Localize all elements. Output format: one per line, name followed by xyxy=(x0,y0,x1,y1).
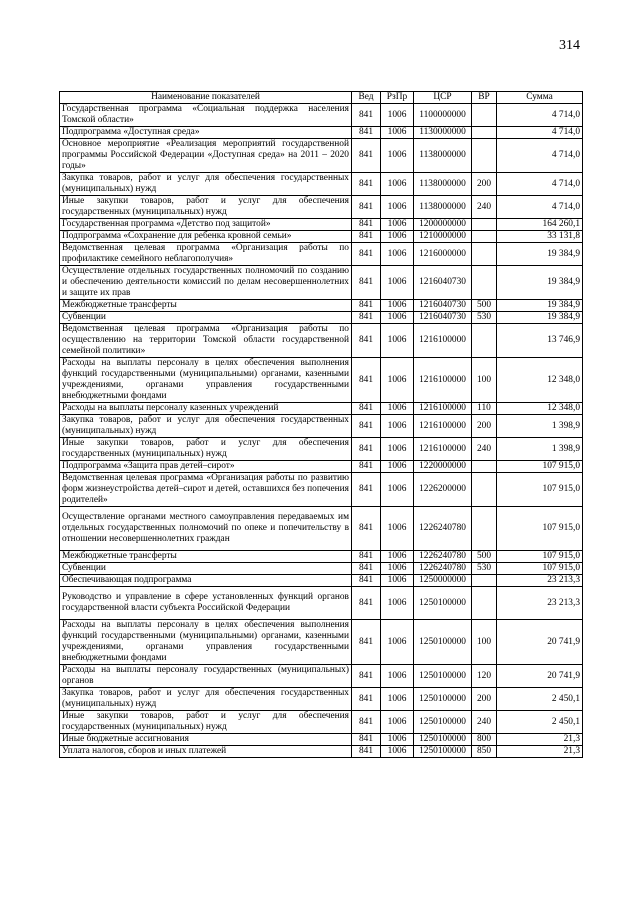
row-csr: 1100000000 xyxy=(414,104,472,127)
row-csr: 1216000000 xyxy=(414,243,472,266)
row-csr: 1138000000 xyxy=(414,173,472,196)
table-row xyxy=(60,551,583,563)
table-row xyxy=(60,358,583,403)
row-vr: 110 xyxy=(472,403,497,415)
row-ved: 841 xyxy=(352,551,381,563)
row-sum: 2 450,1 xyxy=(497,711,583,734)
row-rzpr: 1006 xyxy=(381,415,414,438)
row-name: Подпрограмма «Доступная среда» xyxy=(60,127,352,139)
row-rzpr: 1006 xyxy=(381,551,414,563)
row-csr: 1250100000 xyxy=(414,620,472,665)
table-row xyxy=(60,507,583,551)
row-csr: 1138000000 xyxy=(414,196,472,219)
table-row xyxy=(60,415,583,438)
row-sum: 4 714,0 xyxy=(497,196,583,219)
row-rzpr: 1006 xyxy=(381,473,414,507)
row-rzpr: 1006 xyxy=(381,243,414,266)
table-row xyxy=(60,734,583,746)
row-name: Уплата налогов, сборов и иных платежей xyxy=(60,746,352,758)
table-row xyxy=(60,312,583,324)
row-ved: 841 xyxy=(352,312,381,324)
row-ved: 841 xyxy=(352,507,381,551)
row-csr: 1216100000 xyxy=(414,358,472,403)
header-vr: ВР xyxy=(472,92,497,104)
row-rzpr: 1006 xyxy=(381,746,414,758)
row-ved: 841 xyxy=(352,266,381,300)
row-csr: 1216040730 xyxy=(414,300,472,312)
row-rzpr: 1006 xyxy=(381,711,414,734)
row-rzpr: 1006 xyxy=(381,461,414,473)
table-row xyxy=(60,403,583,415)
row-ved: 841 xyxy=(352,219,381,231)
row-name: Основное мероприятие «Реализация мероприятий государственной программы Российской Федерации «Доступная среда» на 2011 – 2020 годы» xyxy=(60,139,352,173)
row-vr xyxy=(472,507,497,551)
row-rzpr: 1006 xyxy=(381,403,414,415)
row-vr: 120 xyxy=(472,665,497,688)
row-ved: 841 xyxy=(352,461,381,473)
table-row xyxy=(60,688,583,711)
row-vr: 850 xyxy=(472,746,497,758)
row-ved: 841 xyxy=(352,403,381,415)
table-row xyxy=(60,219,583,231)
table-row xyxy=(60,266,583,300)
row-ved: 841 xyxy=(352,300,381,312)
row-name: Межбюджетные трансферты xyxy=(60,300,352,312)
row-rzpr: 1006 xyxy=(381,219,414,231)
row-sum: 19 384,9 xyxy=(497,312,583,324)
budget-table xyxy=(59,91,583,758)
row-name: Государственная программа «Социальная поддержка населения Томской области» xyxy=(60,104,352,127)
row-sum: 20 741,9 xyxy=(497,665,583,688)
row-rzpr: 1006 xyxy=(381,196,414,219)
row-csr: 1226240780 xyxy=(414,507,472,551)
row-ved: 841 xyxy=(352,688,381,711)
header-csr: ЦСР xyxy=(414,92,472,104)
row-rzpr: 1006 xyxy=(381,507,414,551)
header-name: Наименование показателей xyxy=(60,92,352,104)
row-rzpr: 1006 xyxy=(381,104,414,127)
row-vr: 200 xyxy=(472,173,497,196)
table-row xyxy=(60,196,583,219)
row-csr: 1216040730 xyxy=(414,312,472,324)
row-ved: 841 xyxy=(352,587,381,620)
row-ved: 841 xyxy=(352,231,381,243)
row-csr: 1250000000 xyxy=(414,575,472,587)
row-vr: 200 xyxy=(472,688,497,711)
row-rzpr: 1006 xyxy=(381,438,414,461)
row-rzpr: 1006 xyxy=(381,139,414,173)
table-row xyxy=(60,438,583,461)
row-csr: 1138000000 xyxy=(414,139,472,173)
table-row xyxy=(60,746,583,758)
row-ved: 841 xyxy=(352,196,381,219)
row-sum: 19 384,9 xyxy=(497,243,583,266)
row-rzpr: 1006 xyxy=(381,312,414,324)
row-vr xyxy=(472,219,497,231)
row-csr: 1200000000 xyxy=(414,219,472,231)
row-sum: 19 384,9 xyxy=(497,266,583,300)
row-vr xyxy=(472,575,497,587)
row-vr: 100 xyxy=(472,620,497,665)
row-ved: 841 xyxy=(352,746,381,758)
row-vr xyxy=(472,324,497,358)
row-csr: 1250100000 xyxy=(414,688,472,711)
row-sum: 13 746,9 xyxy=(497,324,583,358)
row-sum: 107 915,0 xyxy=(497,563,583,575)
table-row xyxy=(60,243,583,266)
row-rzpr: 1006 xyxy=(381,266,414,300)
row-vr: 100 xyxy=(472,358,497,403)
table-body xyxy=(60,104,583,758)
row-ved: 841 xyxy=(352,575,381,587)
table-row xyxy=(60,575,583,587)
row-csr: 1216100000 xyxy=(414,415,472,438)
row-csr: 1210000000 xyxy=(414,231,472,243)
table-row xyxy=(60,300,583,312)
row-vr: 240 xyxy=(472,438,497,461)
row-name: Государственная программа «Детство под защитой» xyxy=(60,219,352,231)
row-sum: 12 348,0 xyxy=(497,358,583,403)
table-row xyxy=(60,665,583,688)
row-ved: 841 xyxy=(352,358,381,403)
row-ved: 841 xyxy=(352,415,381,438)
row-sum: 21,3 xyxy=(497,746,583,758)
row-vr: 500 xyxy=(472,300,497,312)
row-ved: 841 xyxy=(352,563,381,575)
row-vr xyxy=(472,587,497,620)
row-vr: 500 xyxy=(472,551,497,563)
row-name: Ведомственная целевая программа «Организация работы по осуществлению на территории Томской области государственной семейной политики» xyxy=(60,324,352,358)
row-name: Осуществление отдельных государственных полномочий по созданию и обеспечению деятельности комиссий по делам несовершеннолетних и защите их прав xyxy=(60,266,352,300)
row-name: Закупка товаров, работ и услуг для обеспечения государственных (муниципальных) нужд xyxy=(60,173,352,196)
row-sum: 23 213,3 xyxy=(497,587,583,620)
row-sum: 1 398,9 xyxy=(497,415,583,438)
table-row xyxy=(60,461,583,473)
row-name: Межбюджетные трансферты xyxy=(60,551,352,563)
row-rzpr: 1006 xyxy=(381,127,414,139)
row-name: Обеспечивающая подпрограмма xyxy=(60,575,352,587)
row-name: Расходы на выплаты персоналу в целях обеспечения выполнения функций государственными (муниципальными) органами, казенными учреждениями, органами управления государственными внебюджетными фондами xyxy=(60,358,352,403)
row-ved: 841 xyxy=(352,127,381,139)
table-row xyxy=(60,127,583,139)
table-row xyxy=(60,473,583,507)
row-name: Иные закупки товаров, работ и услуг для обеспечения государственных (муниципальных) нужд xyxy=(60,196,352,219)
row-ved: 841 xyxy=(352,711,381,734)
row-sum: 23 213,3 xyxy=(497,575,583,587)
row-vr: 240 xyxy=(472,196,497,219)
row-vr xyxy=(472,473,497,507)
row-vr xyxy=(472,104,497,127)
row-ved: 841 xyxy=(352,104,381,127)
row-name: Подпрограмма «Защита прав детей–сирот» xyxy=(60,461,352,473)
header-ved: Вед xyxy=(352,92,381,104)
row-sum: 33 131,8 xyxy=(497,231,583,243)
row-name: Расходы на выплаты персоналу казенных учреждений xyxy=(60,403,352,415)
table-row xyxy=(60,587,583,620)
page-number: 314 xyxy=(559,38,580,53)
row-rzpr: 1006 xyxy=(381,563,414,575)
row-csr: 1250100000 xyxy=(414,734,472,746)
row-vr: 200 xyxy=(472,415,497,438)
row-vr xyxy=(472,139,497,173)
row-name: Ведомственная целевая программа «Организация работы по профилактике семейного неблагополучия» xyxy=(60,243,352,266)
table-row xyxy=(60,104,583,127)
row-name: Подпрограмма «Сохранение для ребенка кровной семьи» xyxy=(60,231,352,243)
row-name: Закупка товаров, работ и услуг для обеспечения государственных (муниципальных) нужд xyxy=(60,688,352,711)
row-csr: 1250100000 xyxy=(414,665,472,688)
row-name: Ведомственная целевая программа «Организация работы по развитию форм жизнеустройства детей–сирот и детей, оставшихся без попечения родителей» xyxy=(60,473,352,507)
row-ved: 841 xyxy=(352,473,381,507)
table-row xyxy=(60,231,583,243)
row-vr xyxy=(472,127,497,139)
row-csr: 1216100000 xyxy=(414,438,472,461)
row-sum: 164 260,1 xyxy=(497,219,583,231)
table-row xyxy=(60,711,583,734)
table-row xyxy=(60,620,583,665)
row-name: Закупка товаров, работ и услуг для обеспечения государственных (муниципальных) нужд xyxy=(60,415,352,438)
row-vr xyxy=(472,266,497,300)
row-ved: 841 xyxy=(352,173,381,196)
row-vr: 530 xyxy=(472,563,497,575)
row-csr: 1216040730 xyxy=(414,266,472,300)
row-ved: 841 xyxy=(352,139,381,173)
row-csr: 1250100000 xyxy=(414,746,472,758)
row-sum: 2 450,1 xyxy=(497,688,583,711)
row-csr: 1226240780 xyxy=(414,563,472,575)
table-row xyxy=(60,563,583,575)
row-vr xyxy=(472,461,497,473)
row-vr: 530 xyxy=(472,312,497,324)
row-sum: 12 348,0 xyxy=(497,403,583,415)
row-sum: 107 915,0 xyxy=(497,461,583,473)
header-rzpr: РзПр xyxy=(381,92,414,104)
row-ved: 841 xyxy=(352,620,381,665)
row-csr: 1250100000 xyxy=(414,587,472,620)
row-sum: 107 915,0 xyxy=(497,507,583,551)
row-sum: 4 714,0 xyxy=(497,139,583,173)
table-row xyxy=(60,173,583,196)
row-rzpr: 1006 xyxy=(381,300,414,312)
row-vr: 240 xyxy=(472,711,497,734)
header-sum: Сумма xyxy=(497,92,583,104)
row-csr: 1220000000 xyxy=(414,461,472,473)
row-rzpr: 1006 xyxy=(381,231,414,243)
row-sum: 107 915,0 xyxy=(497,551,583,563)
table-row xyxy=(60,324,583,358)
row-sum: 4 714,0 xyxy=(497,173,583,196)
row-csr: 1226200000 xyxy=(414,473,472,507)
row-sum: 19 384,9 xyxy=(497,300,583,312)
row-name: Руководство и управление в сфере установленных функций органов государственной власти субъекта Российской Федерации xyxy=(60,587,352,620)
row-ved: 841 xyxy=(352,438,381,461)
row-name: Иные бюджетные ассигнования xyxy=(60,734,352,746)
row-rzpr: 1006 xyxy=(381,324,414,358)
row-rzpr: 1006 xyxy=(381,173,414,196)
row-sum: 107 915,0 xyxy=(497,473,583,507)
row-csr: 1130000000 xyxy=(414,127,472,139)
row-rzpr: 1006 xyxy=(381,665,414,688)
row-name: Осуществление органами местного самоуправления передаваемых им отдельных государственных полномочий по опеке и попечительству в отношении несовершеннолетних граждан xyxy=(60,507,352,551)
row-ved: 841 xyxy=(352,324,381,358)
row-rzpr: 1006 xyxy=(381,620,414,665)
row-rzpr: 1006 xyxy=(381,358,414,403)
row-name: Расходы на выплаты персоналу в целях обеспечения выполнения функций государственными (муниципальными) органами, казенными учреждениями, органами управления государственными внебюджетными фондами xyxy=(60,620,352,665)
row-name: Расходы на выплаты персоналу государственных (муниципальных) органов xyxy=(60,665,352,688)
row-csr: 1216100000 xyxy=(414,324,472,358)
row-vr xyxy=(472,231,497,243)
row-name: Иные закупки товаров, работ и услуг для обеспечения государственных (муниципальных) нужд xyxy=(60,711,352,734)
row-ved: 841 xyxy=(352,243,381,266)
row-ved: 841 xyxy=(352,734,381,746)
row-name: Иные закупки товаров, работ и услуг для обеспечения государственных (муниципальных) нужд xyxy=(60,438,352,461)
row-csr: 1226240780 xyxy=(414,551,472,563)
row-sum: 1 398,9 xyxy=(497,438,583,461)
row-csr: 1250100000 xyxy=(414,711,472,734)
row-vr xyxy=(472,243,497,266)
row-vr: 800 xyxy=(472,734,497,746)
row-rzpr: 1006 xyxy=(381,587,414,620)
row-sum: 20 741,9 xyxy=(497,620,583,665)
row-sum: 21,3 xyxy=(497,734,583,746)
row-csr: 1216100000 xyxy=(414,403,472,415)
table-header-row xyxy=(60,92,583,104)
row-ved: 841 xyxy=(352,665,381,688)
row-rzpr: 1006 xyxy=(381,575,414,587)
row-sum: 4 714,0 xyxy=(497,127,583,139)
row-rzpr: 1006 xyxy=(381,734,414,746)
row-rzpr: 1006 xyxy=(381,688,414,711)
table-row xyxy=(60,139,583,173)
row-sum: 4 714,0 xyxy=(497,104,583,127)
row-name: Субвенции xyxy=(60,563,352,575)
row-name: Субвенции xyxy=(60,312,352,324)
